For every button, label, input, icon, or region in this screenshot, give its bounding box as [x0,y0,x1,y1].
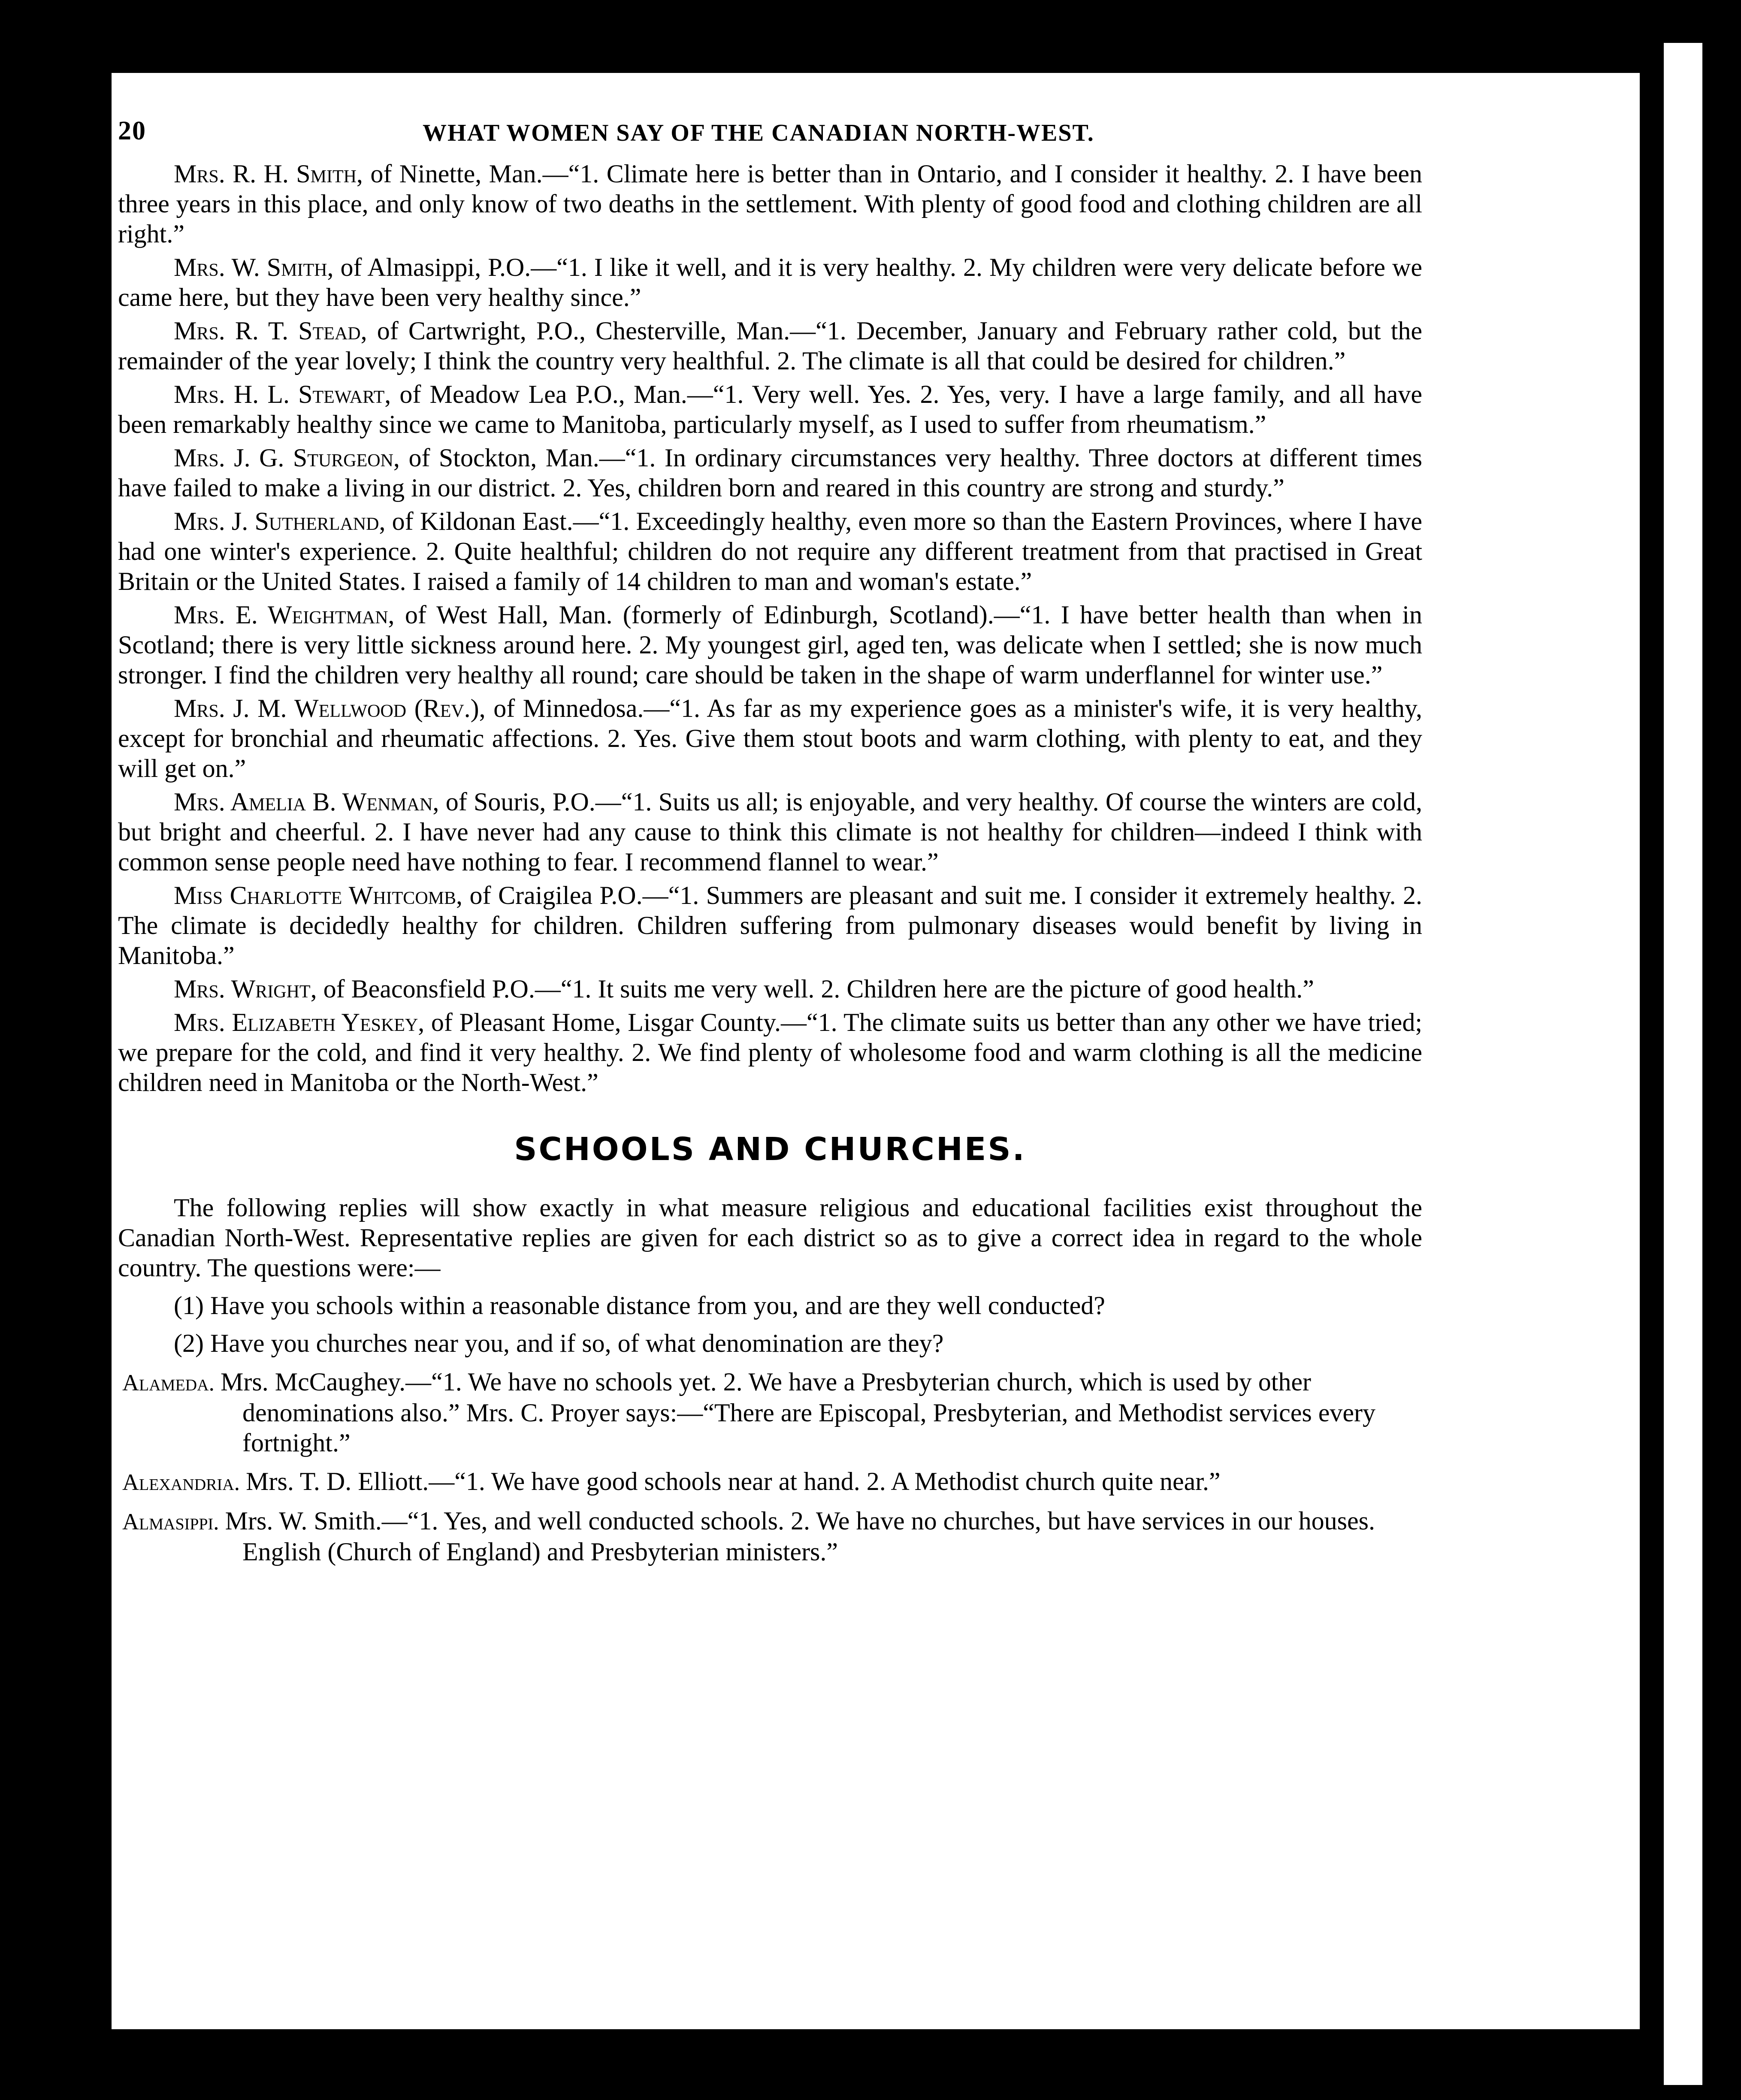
testimonial [118,880,1422,970]
testimonial [118,693,1422,783]
testimonial-text: of Meadow Lea P.O., Man.—“1. Very well. Yes. 2. Yes, very. I have a large family, and all have been remarkably healthy since we came to Manitoba, particularly myself, as I used to suffer from rheumatism.” [118,380,1422,438]
testimonial-name: Mrs. Elizabeth Yeskey, [174,1008,425,1036]
testimonial [118,1007,1422,1097]
testimonial-text: of Cartwright, P.O., Chesterville, Man.—“1. December, January and February rather cold, but the remainder of the year lovely; I think the country very healthful. 2. The climate is all that could be desired for children.” [118,317,1422,375]
testimonial-text: of Minnedosa.—“1. As far as my experience goes as a minister's wife, it is very healthy, except for bronchial and rheumatic affections. 2. Yes. Give them stout boots and warm clothing, with plenty to eat, and they will get on.” [118,694,1422,783]
district-name: Alexandria. [122,1469,240,1495]
testimonial-text: of Kildonan East.—“1. Exceedingly healthy, even more so than the Eastern Provinces, where I have had one winter's experience. 2. Quite healthful; children do not require any different treatment from that practised in Great Britain or the United States. I raised a family of 14 children to man and woman's estate.” [118,507,1423,595]
district-reply: Mrs. W. Smith.—“1. Yes, and well conducted schools. 2. We have no churches, but have services in our houses. English (Church of England) and Presbyterian ministers.” [225,1507,1375,1566]
question-1: (1) Have you schools within a reasonable distance from you, and are they well conducted? [174,1291,1105,1320]
testimonial-name: Mrs. H. L. Stewart, [174,380,391,408]
section-heading: SCHOOLS AND CHURCHES. [514,1131,1026,1168]
testimonial [118,316,1422,376]
testimonial-name: Mrs. J. G. Sturgeon, [174,444,400,472]
testimonial-text: of Ninette, Man.—“1. Climate here is better than in Ontario, and I consider it healthy. 2. I have been three years in this place, and only know of two deaths in the settlement. With plenty of good food and clothing children are all right.” [118,160,1423,248]
testimonial [118,443,1422,503]
testimonial [118,252,1422,312]
testimonial [118,506,1422,596]
testimonial-name: Mrs. Amelia B. Wenman, [174,788,439,816]
testimonial-name: Mrs. R. H. Smith, [174,160,363,188]
testimonial-text: of Beaconsfield P.O.—“1. It suits me very well. 2. Children here are the picture of good health.” [317,975,1314,1003]
running-header [118,116,1422,159]
district-name: Almasippi. [122,1509,219,1535]
district-reply: Mrs. T. D. Elliott.—“1. We have good schools near at hand. 2. A Methodist church quite near.” [246,1467,1221,1496]
testimonial-name: Mrs. J. Sutherland, [174,507,386,535]
district-name: Alameda. [122,1370,215,1396]
testimonial-text: of Stockton, Man.—“1. In ordinary circumstances very healthy. Three doctors at different times have failed to make a living in our district. 2. Yes, children born and reared in this country are strong and sturdy.” [118,444,1422,502]
district-reply: Mrs. McCaughey.—“1. We have no schools yet. 2. We have a Presbyterian church, which is used by other denominations also.” Mrs. C. Proyer says:—“There are Episcopal, Presbyterian, and Methodist services every fortnight.” [221,1368,1375,1457]
testimonial-text: of Pleasant Home, Lisgar County.—“1. The climate suits us better than any other we have tried; we prepare for the cold, and find it very healthy. 2. We find plenty of wholesome food and warm clothing is all the medicine children need in Manitoba or the North-West.” [118,1008,1422,1097]
district-answer [122,1367,1422,1458]
testimonial [118,159,1422,249]
testimonial-name: Mrs. J. M. Wellwood (Rev.), [174,694,486,722]
section-intro: The following replies will show exactly in what measure religious and educational facilities exist throughout the Canadian North-West. Representative replies are given for each district so as to give a correct idea in regard to the whole country. The questions were:— [118,1194,1422,1282]
question-2: (2) Have you churches near you, and if so, of what denomination are they? [174,1329,944,1357]
page-edge [1664,43,1702,2085]
testimonial [118,600,1422,690]
testimonial-text: of Souris, P.O.—“1. Suits us all; is enjoyable, and very healthy. Of course the winters are cold, but bright and cheerful. 2. I have never had any cause to think this climate is not healthy for children—indeed I think with common sense people need have nothing to fear. I recommend flannel to wear.” [118,788,1423,876]
testimonial-name: Mrs. R. T. Stead, [174,317,367,345]
testimonial-name: Mrs. Wright, [174,975,317,1003]
running-title: WHAT WOMEN SAY OF THE CANADIAN NORTH-WEST. [423,120,1094,146]
district-answer [122,1506,1422,1567]
testimonial-name: Mrs. W. Smith, [174,253,334,281]
testimonial-text: of Almasippi, P.O.—“1. I like it well, and it is very healthy. 2. My children were very delicate before we came here, but they have been very healthy since.” [118,253,1422,311]
testimonial [118,974,1422,1004]
testimonial [118,787,1422,877]
testimonial [118,379,1422,439]
district-answer [122,1466,1422,1497]
testimonial-name: Mrs. E. Weightman, [174,601,395,629]
page-number: 20 [118,116,146,145]
document-body [118,116,1422,1567]
testimonial-name: Miss Charlotte Whitcomb, [174,881,463,909]
testimonial-text: of West Hall, Man. (formerly of Edinburgh, Scotland).—“1. I have better health than when in Scotland; there is very little sickness around here. 2. My youngest girl, aged ten, was delicate when I settled; she is now much stronger. I find the children very healthy all round; care should be taken in the shape of warm underflannel for winter use.” [118,601,1422,689]
testimonial-text: of Craigilea P.O.—“1. Summers are pleasant and suit me. I consider it extremely healthy. 2. The climate is decidedly healthy for children. Children suffering from pulmonary diseases would benefit by living in Manitoba.” [118,881,1422,970]
